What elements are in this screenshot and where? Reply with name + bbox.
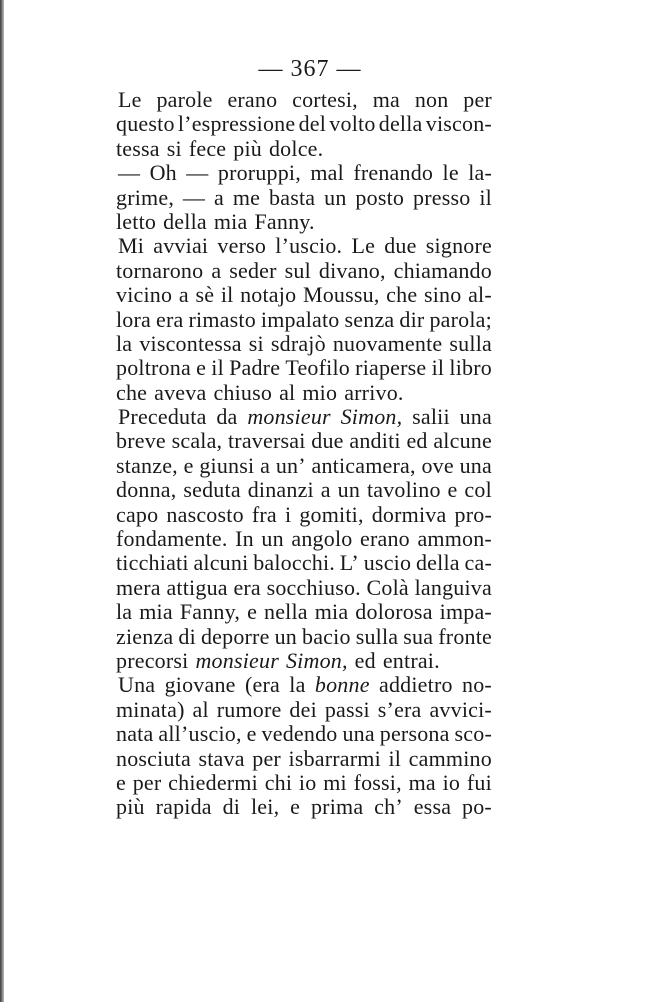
word: fra: [251, 501, 277, 527]
word: Fanny,: [179, 599, 241, 625]
word: Simon,: [340, 404, 403, 430]
word: chiedermi: [168, 769, 258, 795]
word: monsieur: [247, 404, 331, 430]
word: due: [384, 233, 417, 259]
word: mio: [302, 379, 338, 405]
word: isbarrarmi: [288, 745, 381, 771]
word: a: [260, 452, 271, 478]
word: chi: [264, 769, 293, 795]
word: ticchiati: [116, 550, 189, 576]
word: chiuso: [213, 379, 273, 405]
word: sulla: [355, 623, 399, 649]
word: al-: [468, 282, 492, 308]
word: divano,: [318, 257, 386, 283]
text-line: [116, 722, 492, 746]
word: nella: [264, 599, 308, 625]
word: io: [298, 769, 317, 795]
word: rumore: [216, 696, 282, 722]
word: cortesi,: [292, 87, 358, 112]
word: parola;: [429, 306, 492, 332]
word: i: [284, 501, 292, 527]
word: la: [116, 599, 133, 625]
word: notajo: [240, 282, 297, 308]
word: riaperse: [355, 355, 427, 381]
page-number: — 367 —: [258, 56, 362, 82]
word: si: [248, 330, 264, 356]
word: sè: [195, 282, 215, 308]
word: al: [279, 379, 296, 405]
word: fece: [188, 135, 227, 161]
word: mal: [310, 160, 344, 186]
word: socchiuso.: [266, 574, 361, 600]
word: del: [298, 111, 327, 137]
word: dormiva: [371, 501, 447, 527]
word: me: [232, 184, 261, 210]
word: sulla: [449, 330, 492, 356]
word: arrivo.: [344, 379, 404, 405]
word: Mi: [118, 233, 145, 259]
word: zienza: [116, 623, 174, 649]
word: senza: [344, 306, 395, 332]
word: Colà: [366, 574, 409, 600]
word: essa: [413, 794, 452, 820]
word: balocchi.: [253, 550, 336, 576]
word: un: [324, 184, 347, 210]
word: (era: [244, 672, 280, 698]
word: letto: [116, 208, 157, 234]
word: due: [311, 428, 344, 454]
word: fui: [466, 769, 492, 795]
word: e: [290, 794, 301, 820]
word: al: [192, 696, 209, 722]
word: L’: [339, 550, 359, 576]
word: più: [233, 135, 262, 161]
word: minata): [116, 696, 185, 722]
word: e: [116, 769, 126, 795]
word: una: [342, 721, 375, 747]
word: fondamente.: [116, 526, 228, 552]
word: sino: [423, 282, 462, 308]
text-line: [116, 186, 492, 210]
word: Moussu,: [302, 282, 380, 308]
word: le: [442, 160, 459, 186]
word: ammon-: [417, 526, 492, 552]
word: sul: [284, 257, 311, 283]
text-line: [116, 576, 492, 600]
word: uscio: [363, 550, 412, 576]
text-line: [116, 405, 492, 429]
word: —: [118, 160, 141, 186]
text-line: [116, 771, 492, 795]
word: Le: [118, 87, 142, 112]
word: parole: [156, 87, 213, 112]
word: aveva: [154, 379, 207, 405]
word: viscontessa: [139, 330, 242, 356]
text-line: [116, 454, 492, 478]
text-line: [116, 747, 492, 771]
word: della: [378, 111, 423, 137]
word: alcune: [433, 428, 492, 454]
word: tavolino: [366, 477, 441, 503]
text-line: [116, 356, 492, 380]
word: il: [431, 355, 445, 381]
word: si: [166, 135, 182, 161]
word: impa-: [439, 599, 492, 625]
word: un: [274, 623, 297, 649]
word: posto: [355, 184, 405, 210]
word: Padre: [229, 355, 281, 381]
word: bacio: [302, 623, 351, 649]
word: e: [246, 721, 257, 747]
word: la-: [468, 160, 492, 186]
word: deporre: [200, 623, 270, 649]
word: Le: [351, 233, 376, 259]
word: ed: [406, 428, 428, 454]
text-line: [116, 527, 492, 551]
word: un: [261, 526, 284, 552]
word: Preceduta: [118, 404, 207, 430]
body-text: [116, 88, 492, 820]
word: rapida: [155, 794, 212, 820]
text-line: [116, 259, 492, 283]
word: e: [196, 355, 207, 381]
word: pro-: [454, 501, 492, 527]
word: libro: [449, 355, 492, 381]
text-line: [116, 429, 492, 453]
word: ed: [354, 647, 376, 673]
word: stava: [198, 745, 245, 771]
word: seder: [229, 257, 277, 283]
word: signore: [425, 233, 492, 259]
word: mera: [116, 574, 161, 600]
word: e: [247, 599, 258, 625]
word: entrai.: [382, 647, 440, 673]
word: nosciuta: [116, 745, 191, 771]
word: presso: [413, 184, 471, 210]
word: tessa: [116, 135, 160, 161]
word: lei,: [250, 794, 280, 820]
word: grime,: [116, 184, 175, 210]
word: no-: [462, 672, 492, 698]
text-line: [116, 625, 492, 649]
word: Fanny.: [254, 208, 315, 234]
word: un’: [275, 452, 306, 478]
word: monsieur: [195, 647, 279, 673]
word: il: [388, 745, 402, 771]
word: anditi: [349, 428, 401, 454]
word: per: [463, 87, 492, 112]
word: viscon-: [425, 111, 492, 137]
word: non: [414, 87, 449, 112]
word: la: [116, 330, 133, 356]
word: capo: [116, 501, 159, 527]
word: languiva: [414, 574, 492, 600]
text-line: [116, 503, 492, 527]
word: dei: [289, 696, 317, 722]
text-line: [116, 600, 492, 624]
word: stanze,: [116, 452, 178, 478]
word: attigua: [166, 574, 228, 600]
word: e: [183, 452, 194, 478]
text-line: [116, 137, 492, 161]
word: angolo: [291, 526, 353, 552]
word: traversai: [228, 428, 306, 454]
word: che: [386, 282, 418, 308]
word: l’uscio.: [275, 233, 343, 259]
text-line: [116, 308, 492, 332]
word: breve: [116, 428, 166, 454]
word: basta: [269, 184, 316, 210]
word: poltrona: [116, 355, 191, 381]
text-line: [116, 283, 492, 307]
word: della: [415, 550, 460, 576]
word: prima: [310, 794, 364, 820]
word: addietro: [378, 672, 453, 698]
word: più: [116, 794, 145, 820]
text-line: [116, 234, 492, 258]
word: rimasto: [188, 306, 256, 332]
word: —: [186, 160, 209, 186]
word: chiamando: [393, 257, 492, 283]
word: gomiti,: [299, 501, 364, 527]
word: una: [459, 452, 492, 478]
word: all’uscio,: [158, 721, 242, 747]
word: a: [211, 257, 222, 283]
word: ch’: [374, 794, 403, 820]
word: era: [233, 574, 261, 600]
text-line: [116, 478, 492, 502]
text-line: [116, 795, 492, 819]
word: proruppi,: [217, 160, 301, 186]
word: persona: [379, 721, 450, 747]
word: ma: [372, 87, 400, 112]
word: ma: [408, 769, 436, 795]
word: sua: [403, 623, 434, 649]
word: a: [320, 477, 331, 503]
word: ca-: [464, 550, 492, 576]
word: giovane: [164, 672, 236, 698]
word: impalato: [260, 306, 340, 332]
word: tornarono: [116, 257, 204, 283]
word: dir: [399, 306, 425, 332]
word: Oh: [149, 160, 177, 186]
word: che: [116, 379, 148, 405]
word: per: [132, 769, 162, 795]
text-line: [116, 673, 492, 697]
word: mia: [213, 208, 248, 234]
word: il: [479, 184, 492, 210]
text-line: [116, 210, 492, 234]
word: verso: [217, 233, 267, 259]
word: s’era: [377, 696, 422, 722]
word: frenando: [353, 160, 434, 186]
word: anticamera,: [311, 452, 416, 478]
text-line: [116, 649, 492, 673]
word: il: [211, 355, 224, 381]
word: Simon,: [285, 647, 348, 673]
word: —: [182, 184, 206, 210]
text-line: [116, 88, 492, 112]
word: dolce.: [268, 135, 324, 161]
text-line: [116, 698, 492, 722]
word: avvici-: [429, 696, 492, 722]
word: un: [337, 477, 361, 503]
word: vicino: [116, 282, 173, 308]
word: la: [289, 672, 306, 698]
word: di: [178, 623, 196, 649]
word: per: [252, 745, 281, 771]
word: fossi,: [353, 769, 402, 795]
word: bonne: [314, 672, 370, 698]
word: nuovamente: [332, 330, 443, 356]
word: scala,: [171, 428, 223, 454]
text-line: [116, 551, 492, 575]
text-line: [116, 381, 492, 405]
text-line: [116, 161, 492, 185]
word: ove: [421, 452, 454, 478]
word: po-: [462, 794, 492, 820]
word: salii: [412, 404, 450, 430]
word: una: [459, 404, 492, 430]
word: Teofilo: [285, 355, 350, 381]
word: alcuni: [193, 550, 249, 576]
word: erano: [360, 526, 410, 552]
text-line: [116, 332, 492, 356]
word: a: [214, 184, 224, 210]
word: di: [222, 794, 241, 820]
word: lora: [116, 306, 152, 332]
word: il: [220, 282, 234, 308]
word: volto: [329, 111, 376, 137]
page-edge-shadow: [0, 0, 4, 1002]
word: mi: [323, 769, 347, 795]
word: io: [442, 769, 461, 795]
word: mia: [139, 599, 173, 625]
word: questo: [116, 111, 175, 137]
word: seduta: [183, 477, 241, 503]
word: sdrajò: [270, 330, 326, 356]
word: l’espressione: [177, 111, 296, 137]
word: avviai: [153, 233, 209, 259]
word: dinanzi: [247, 477, 314, 503]
text-line: [116, 112, 492, 136]
word: nascosto: [166, 501, 244, 527]
word: sco-: [454, 721, 492, 747]
word: vedendo: [261, 721, 338, 747]
word: In: [235, 526, 254, 552]
word: Una: [118, 672, 156, 698]
word: era: [156, 306, 184, 332]
word: cammino: [408, 745, 492, 771]
word: passi: [324, 696, 370, 722]
word: da: [216, 404, 238, 430]
word: a: [178, 282, 189, 308]
word: della: [163, 208, 207, 234]
word: col: [464, 477, 492, 503]
word: erano: [227, 87, 278, 112]
word: mia: [314, 599, 349, 625]
word: donna,: [116, 477, 177, 503]
word: nata: [116, 721, 154, 747]
word: e: [447, 477, 458, 503]
word: precorsi: [116, 647, 189, 673]
word: giunsi: [199, 452, 255, 478]
word: dolorosa: [355, 599, 433, 625]
word: fronte: [438, 623, 492, 649]
